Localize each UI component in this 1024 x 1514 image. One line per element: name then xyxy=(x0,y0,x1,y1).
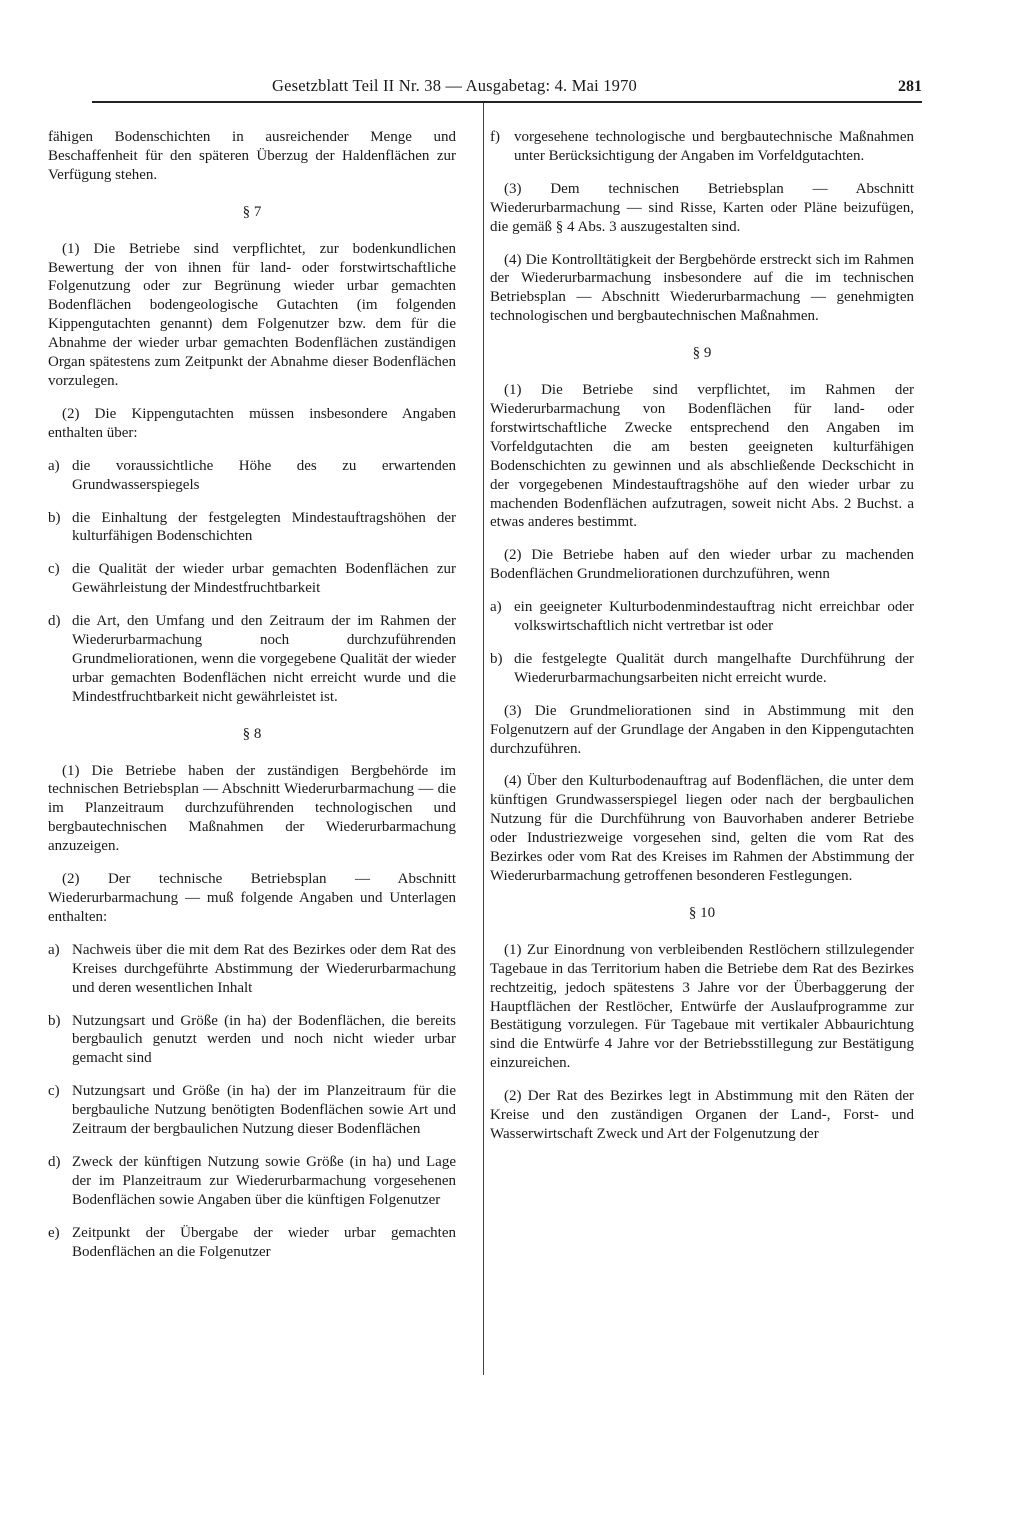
list-item xyxy=(48,457,456,495)
paragraph: (4) Die Kontrolltätigkeit der Bergbehörde erstreckt sich im Rahmen der Wiederurbarmachung insbesondere auf die im technischen Betriebsplan — Abschnitt Wiederurbarmachung — genehmigten technologischen und bergbautechnischen Maßnahmen. xyxy=(490,251,914,325)
item-text: die voraussichtliche Höhe des zu erwartenden Grundwasserspiegels xyxy=(72,457,456,493)
page-header xyxy=(92,76,922,102)
paragraph: (1) Die Betriebe sind verpflichtet, im Rahmen der Wiederurbarmachung von Bodenflächen für land- oder forstwirtschaftliche Zwecke entsprechend den Angaben im Vorfeldgutachten die am besten geeigneten kulturfähigen Bodenschichten zu gewinnen und als abschließende Deckschicht in der vorgegebenen Mindestauftragshöhe auf den wieder urbar zu machenden Bodenflächen aufzutragen, soweit nicht Abs. 2 Buchst. a etwas anderes bestimmt. xyxy=(490,382,914,531)
header-title: Gesetzblatt Teil II Nr. 38 — Ausgabetag: 4. Mai 1970 xyxy=(272,76,637,95)
list-item xyxy=(48,1153,456,1210)
left-column xyxy=(48,128,456,1276)
section-heading: § 8 xyxy=(242,725,262,742)
list-item xyxy=(48,1082,456,1139)
paragraph: (3) Die Grundmeliorationen sind in Abstimmung mit den Folgenutzern auf der Grundlage der Angaben in den Kippengutachten durchzuführen. xyxy=(490,702,914,757)
item-letter: b) xyxy=(48,1012,61,1029)
item-text: die festgelegte Qualität durch mangelhafte Durchführung der Wiederurbarmachungsarbeiten nicht erreicht wurde. xyxy=(514,650,914,686)
item-letter: c) xyxy=(48,561,60,578)
paragraph: (2) Die Betriebe haben auf den wieder urbar zu machenden Bodenflächen Grundmeliorationen durchzuführen, wenn xyxy=(490,547,914,583)
item-text: Nutzungsart und Größe (in ha) der im Planzeitraum für die bergbauliche Nutzung benötigten Bodenflächen sowie Art und Zeitraum der bergbaulichen Nutzung dieser Bodenflächen xyxy=(72,1083,456,1138)
item-text: vorgesehene technologische und bergbautechnische Maßnahmen unter Berücksichtigung der Angaben im Vorfeldgutachten. xyxy=(514,129,914,164)
item-text: ein geeigneter Kulturbodenmindestauftrag nicht erreichbar oder volkswirtschaftlich nicht vertretbar ist oder xyxy=(514,599,914,635)
item-text: Zweck der künftigen Nutzung sowie Größe (in ha) und Lage der im Planzeitraum zur Wiederurbarmachung vorgesehenen Bodenflächen sowie Angaben über die künftigen Folgenutzer xyxy=(72,1153,456,1208)
page-number: 281 xyxy=(898,78,922,95)
paragraph: (1) Die Betriebe haben der zuständigen Bergbehörde im technischen Betriebsplan — Abschnitt Wiederurbarmachung — die im Planzeitraum durchzuführenden technologischen und bergbautechnischen Maßnahmen der Wiederurbarmachung anzuzeigen. xyxy=(48,762,456,855)
item-letter: a) xyxy=(490,599,502,616)
section-heading: § 9 xyxy=(692,345,712,362)
item-letter: e) xyxy=(48,1224,60,1241)
list-item xyxy=(490,650,914,688)
item-text: Zeitpunkt der Übergabe der wieder urbar gemachten Bodenflächen an die Folgenutzer xyxy=(72,1224,456,1260)
paragraph: (2) Der Rat des Bezirkes legt in Abstimmung mit den Räten der Kreise und den zuständigen Organen der Land-, Forst- und Wasserwirtschaft Zweck und Art der Folgenutzung der xyxy=(490,1088,914,1142)
item-letter: f) xyxy=(490,129,500,145)
list-item xyxy=(48,1012,456,1069)
section-heading: § 7 xyxy=(242,203,262,220)
item-text: Nutzungsart und Größe (in ha) der Bodenflächen, die bereits bergbaulich genutzt werden und noch nicht wieder urbar gemacht sind xyxy=(72,1012,456,1067)
header-rule xyxy=(92,101,922,103)
item-letter: b) xyxy=(48,509,61,526)
item-letter: d) xyxy=(48,613,61,630)
column-divider xyxy=(483,103,484,1375)
item-text: die Art, den Umfang und den Zeitraum der im Rahmen der Wiederurbarmachung noch durchzuführenden Grundmeliorationen, wenn die vorgegebene Qualität der wieder urbar gemachten Bodenflächen nicht erreicht wurde und die Mindestfruchtbarkeit nicht gewährleistet ist. xyxy=(72,613,456,705)
item-text: die Qualität der wieder urbar gemachten Bodenflächen zur Gewährleistung der Mindestfruchtbarkeit xyxy=(72,561,456,597)
list-item xyxy=(48,612,456,707)
list-item xyxy=(490,128,914,166)
list-item xyxy=(48,509,456,547)
list-item xyxy=(48,560,456,598)
paragraph: (2) Die Kippengutachten müssen insbesondere Angaben enthalten über: xyxy=(48,405,456,441)
list-item xyxy=(490,598,914,636)
item-text: Nachweis über die mit dem Rat des Bezirkes oder dem Rat des Kreises durchgeführte Abstimmung der Wiederurbarmachung und deren wesentlichen Inhalt xyxy=(72,941,456,996)
paragraph: (1) Zur Einordnung von verbleibenden Restlöchern stillzulegender Tagebaue in das Territorium haben die Betriebe dem Rat des Bezirkes rechtzeitig, jedoch spätestens 3 Jahre vor der Überbaggerung der Hauptflächen der Restlöcher, Entwürfe der Auslaufprogramme zur Bestätigung vorzulegen. Für Tagebaue mit vertikaler Abbaurichtung sind die Entwürfe 4 Jahre vor der Betriebsstillegung zur Bestätigung einzureichen. xyxy=(490,941,914,1072)
list-item xyxy=(48,1224,456,1262)
item-letter: c) xyxy=(48,1083,60,1100)
item-letter: a) xyxy=(48,457,60,474)
item-letter: d) xyxy=(48,1153,61,1170)
list-item xyxy=(48,941,456,998)
paragraph: (3) Dem technischen Betriebsplan — Abschnitt Wiederurbarmachung — sind Risse, Karten oder Pläne beizufügen, die gemäß § 4 Abs. 3 auszugestalten sind. xyxy=(490,180,914,235)
item-letter: b) xyxy=(490,650,503,667)
item-letter: a) xyxy=(48,941,60,958)
paragraph: (2) Der technische Betriebsplan — Abschnitt Wiederurbarmachung — muß folgende Angaben und Unterlagen enthalten: xyxy=(48,871,456,925)
section-heading: § 10 xyxy=(688,904,716,921)
paragraph: fähigen Bodenschichten in ausreichender Menge und Beschaffenheit für den späteren Überzug der Haldenflächen zur Verfügung stehen. xyxy=(48,129,456,183)
paragraph: (4) Über den Kulturbodenauftrag auf Bodenflächen, die unter dem künftigen Grundwasserspiegel liegen oder nach der bergbaulichen Nutzung für die Durchführung von Bauvorhaben anderer Betriebe oder Industriezweige vorgesehen sind, gelten die vom Rat des Bezirkes oder vom Rat des Kreises im Rahmen der Abstimmung der Wiederurbarmachung getroffenen besonderen Festlegungen. xyxy=(490,773,914,884)
paragraph: (1) Die Betriebe sind verpflichtet, zur bodenkundlichen Bewertung der von ihnen für land- oder forstwirtschaftliche Folgenutzung oder zur Begrünung wieder urbar gemachten Bodenflächen bodengeologische Gutachten (im folgenden Kippengutachten genannt) dem Folgenutzer bzw. dem für die Abnahme der wieder urbar gemachten Bodenflächen zuständigen Organ spätestens zum Zeitpunkt der Abnahme dieser Bodenflächen vorzulegen. xyxy=(48,240,456,389)
right-column xyxy=(490,128,914,1158)
item-text: die Einhaltung der festgelegten Mindestauftragshöhen der kulturfähigen Bodenschichten xyxy=(72,509,456,545)
